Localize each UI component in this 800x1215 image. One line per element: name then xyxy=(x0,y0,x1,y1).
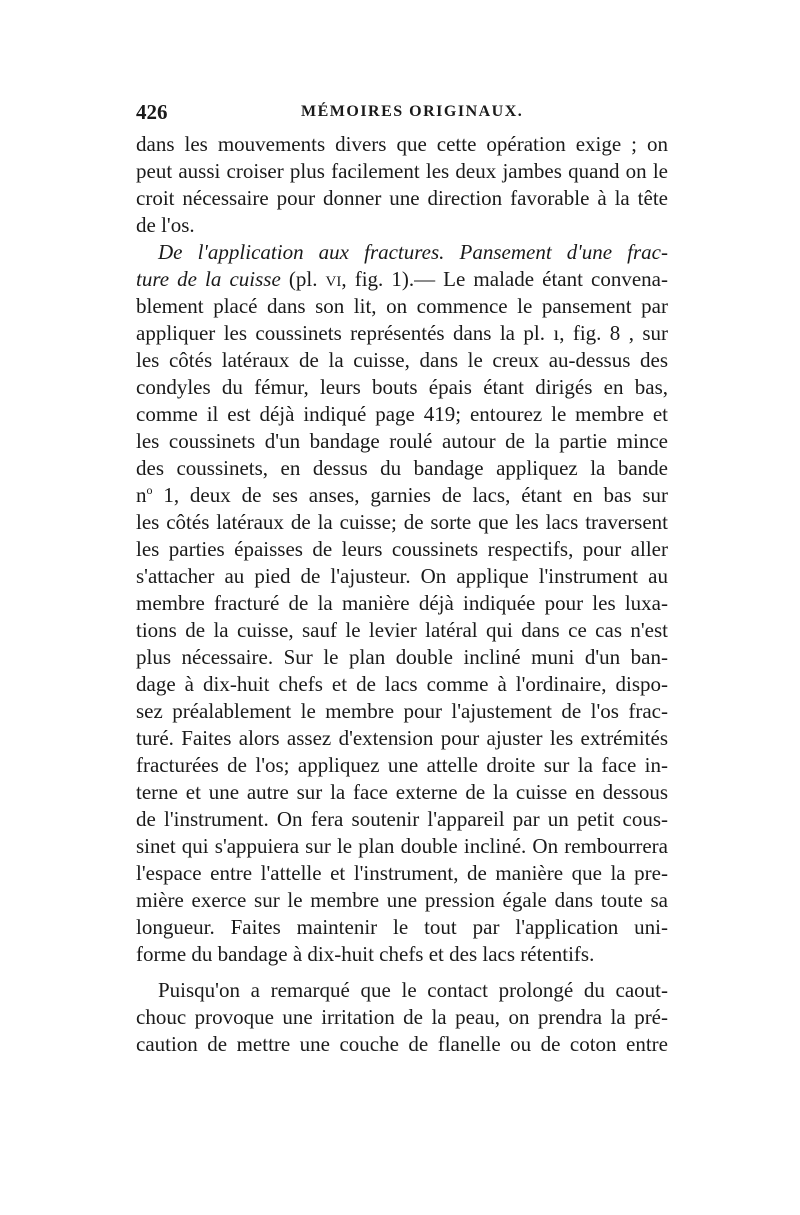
running-title: MÉMOIRES ORIGINAUX. xyxy=(301,103,524,120)
text-line: membre fracturé de la manière déjà indiquée pour les luxa- xyxy=(136,591,668,615)
text-line: terne et une autre sur la face externe de la cuisse en dessous xyxy=(136,780,668,804)
text-line: chouc provoque une irritation de la peau, on prendra la pré- xyxy=(136,1005,668,1029)
text-line: forme du bandage à dix-huit chefs et des lacs rétentifs. xyxy=(136,942,595,966)
page-number: 426 xyxy=(136,100,168,124)
text-line: croit nécessaire pour donner une direction favorable à la tête xyxy=(136,186,668,210)
text-line: condyles du fémur, leurs bouts épais étant dirigés en bas, xyxy=(136,375,668,399)
text-fragment: (pl. xyxy=(280,267,326,291)
text-line: de l'instrument. On fera soutenir l'appareil par un petit cous- xyxy=(136,807,668,831)
text-line: dage à dix-huit chefs et de lacs comme à l'ordinaire, dispo- xyxy=(136,672,668,696)
text-line xyxy=(136,266,668,293)
text-line: les parties épaisses de leurs coussinets respectifs, pour aller xyxy=(136,537,668,561)
text-line: sinet qui s'appuiera sur le plan double incliné. On rembourrera xyxy=(136,834,668,858)
page-header xyxy=(136,100,668,128)
text-line: fracturées de l'os; appliquez une attelle droite sur la face in- xyxy=(136,753,668,777)
text-fragment: 1, deux de ses anses, garnies de lacs, étant en bas sur xyxy=(152,483,668,507)
text-line: Puisqu'on a remarqué que le contact prolongé du caout- xyxy=(158,978,668,1002)
section-heading-italic-end: ture de la cuisse xyxy=(136,267,281,291)
text-line: appliquer les coussinets représentés dans la pl. ı, fig. 8 , sur xyxy=(136,321,668,345)
section-heading-italic: De l'application aux fractures. Pansement d'une frac- xyxy=(158,240,668,264)
text-line: mière exerce sur le membre une pression égale dans toute sa xyxy=(136,888,668,912)
body-text xyxy=(136,131,668,1058)
numero-n: n xyxy=(136,483,147,507)
text-line: tions de la cuisse, sauf le levier latéral qui dans ce cas n'est xyxy=(136,618,668,642)
text-line: de l'os. xyxy=(136,213,195,237)
text-line: des coussinets, en dessus du bandage appliquez la bande xyxy=(136,456,668,480)
text-fragment: , fig. 1).— Le malade étant convena- xyxy=(341,267,668,291)
text-line: comme il est déjà indiqué page 419; entourez le membre et xyxy=(136,402,668,426)
text-line: l'espace entre l'attelle et l'instrument, de manière que la pre- xyxy=(136,861,668,885)
paragraph-gap xyxy=(136,968,668,977)
numero-superscript: o xyxy=(146,483,153,497)
text-line: dans les mouvements divers que cette opération exige ; on xyxy=(136,132,668,156)
text-line: les coussinets d'un bandage roulé autour de la partie mince xyxy=(136,429,668,453)
text-line: sez préalablement le membre pour l'ajustement de l'os frac- xyxy=(136,699,668,723)
text-line: les côtés latéraux de la cuisse, dans le creux au-dessus des xyxy=(136,348,668,372)
text-line: caution de mettre une couche de flanelle ou de coton entre xyxy=(136,1032,668,1056)
text-line: turé. Faites alors assez d'extension pour ajuster les extrémités xyxy=(136,726,668,750)
text-line: s'attacher au pied de l'ajusteur. On applique l'instrument au xyxy=(136,564,668,588)
section-heading-line xyxy=(136,239,668,266)
plate-number: vi xyxy=(325,267,342,291)
text-line: blement placé dans son lit, on commence le pansement par xyxy=(136,294,668,318)
text-line: peut aussi croiser plus facilement les deux jambes quand on le xyxy=(136,159,668,183)
text-line: longueur. Faites maintenir le tout par l'application uni- xyxy=(136,915,668,939)
text-line: plus nécessaire. Sur le plan double incliné muni d'un ban- xyxy=(136,645,668,669)
text-line xyxy=(136,482,668,509)
text-line: les côtés latéraux de la cuisse; de sorte que les lacs traversent xyxy=(136,510,668,534)
